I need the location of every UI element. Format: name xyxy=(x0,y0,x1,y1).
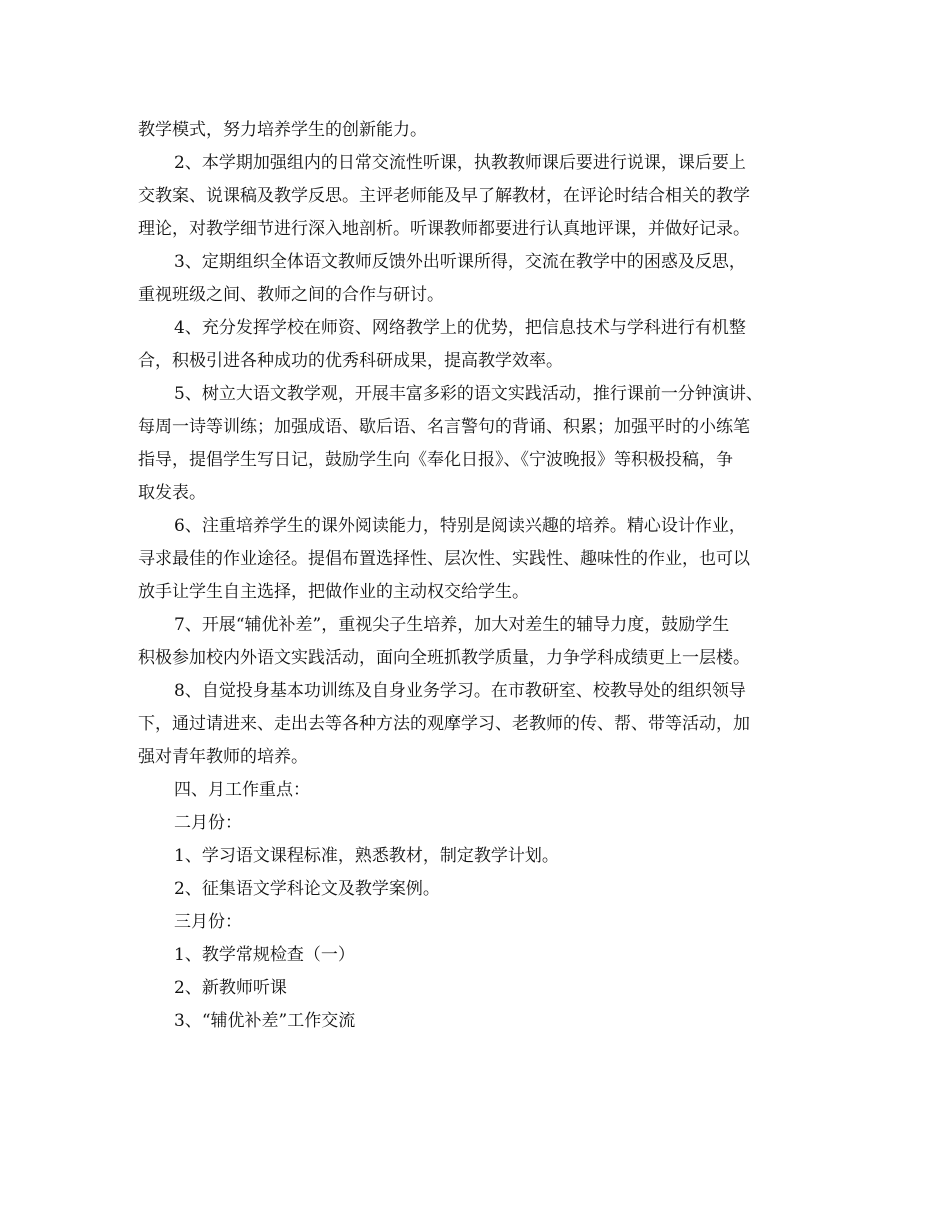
text-line: 下，通过请进来、走出去等各种方法的观摩学习、老教师的传、帮、带等活动，加 xyxy=(138,714,750,734)
text-line: 取发表。 xyxy=(138,483,206,503)
text-line: 教学模式，努力培养学生的创新能力。 xyxy=(138,120,427,140)
text-line: 4、充分发挥学校在师资、网络教学上的优势，把信息技术与学科进行有机整 xyxy=(174,318,746,338)
text-line: 2、本学期加强组内的日常交流性听课，执教教师课后要进行说课，课后要上 xyxy=(174,153,746,173)
text-line: 重视班级之间、教师之间的合作与研讨。 xyxy=(138,285,444,305)
list-item: 1、教学常规检查（一） xyxy=(174,945,355,965)
text-line: 放手让学生自主选择，把做作业的主动权交给学生。 xyxy=(138,582,529,602)
list-item: 3、“辅优补差”工作交流 xyxy=(174,1011,356,1031)
text-line: 6、注重培养学生的课外阅读能力，特别是阅读兴趣的培养。精心设计作业， xyxy=(174,516,746,536)
section-heading: 四、月工作重点： xyxy=(174,780,310,800)
text-line: 理论，对教学细节进行深入地剖析。听课教师都要进行认真地评课，并做好记录。 xyxy=(138,219,750,239)
text-line: 强对青年教师的培养。 xyxy=(138,747,308,767)
text-line: 7、开展“辅优补差”，重视尖子生培养，加大对差生的辅导力度，鼓励学生 xyxy=(174,615,730,635)
list-item: 2、征集语文学科论文及教学案例。 xyxy=(174,879,440,899)
text-line: 每周一诗等训练；加强成语、歇后语、名言警句的背诵、积累；加强平时的小练笔 xyxy=(138,417,750,437)
text-line: 积极参加校内外语文实践活动，面向全班抓教学质量，力争学科成绩更上一层楼。 xyxy=(138,648,750,668)
month-heading: 三月份： xyxy=(174,912,242,932)
list-item: 1、学习语文课程标准，熟悉教材，制定教学计划。 xyxy=(174,846,559,866)
text-line: 寻求最佳的作业途径。提倡布置选择性、层次性、实践性、趣味性的作业，也可以 xyxy=(138,549,750,569)
list-item: 2、新教师听课 xyxy=(174,978,287,998)
month-heading: 二月份： xyxy=(174,813,242,833)
document-body xyxy=(138,114,818,1038)
text-line: 合，积极引进各种成功的优秀科研成果，提高教学效率。 xyxy=(138,351,563,371)
text-line: 8、自觉投身基本功训练及自身业务学习。在市教研室、校教导处的组织领导 xyxy=(174,681,746,701)
text-line: 交教案、说课稿及教学反思。主评老师能及早了解教材，在评论时结合相关的教学 xyxy=(138,186,750,206)
text-line: 3、定期组织全体语文教师反馈外出听课所得，交流在教学中的困惑及反思， xyxy=(174,252,746,272)
text-line: 指导，提倡学生写日记，鼓励学生向《奉化日报》、《宁波晚报》等积极投稿，争 xyxy=(138,450,733,470)
text-line: 5、树立大语文教学观，开展丰富多彩的语文实践活动，推行课前一分钟演讲、 xyxy=(174,384,763,404)
